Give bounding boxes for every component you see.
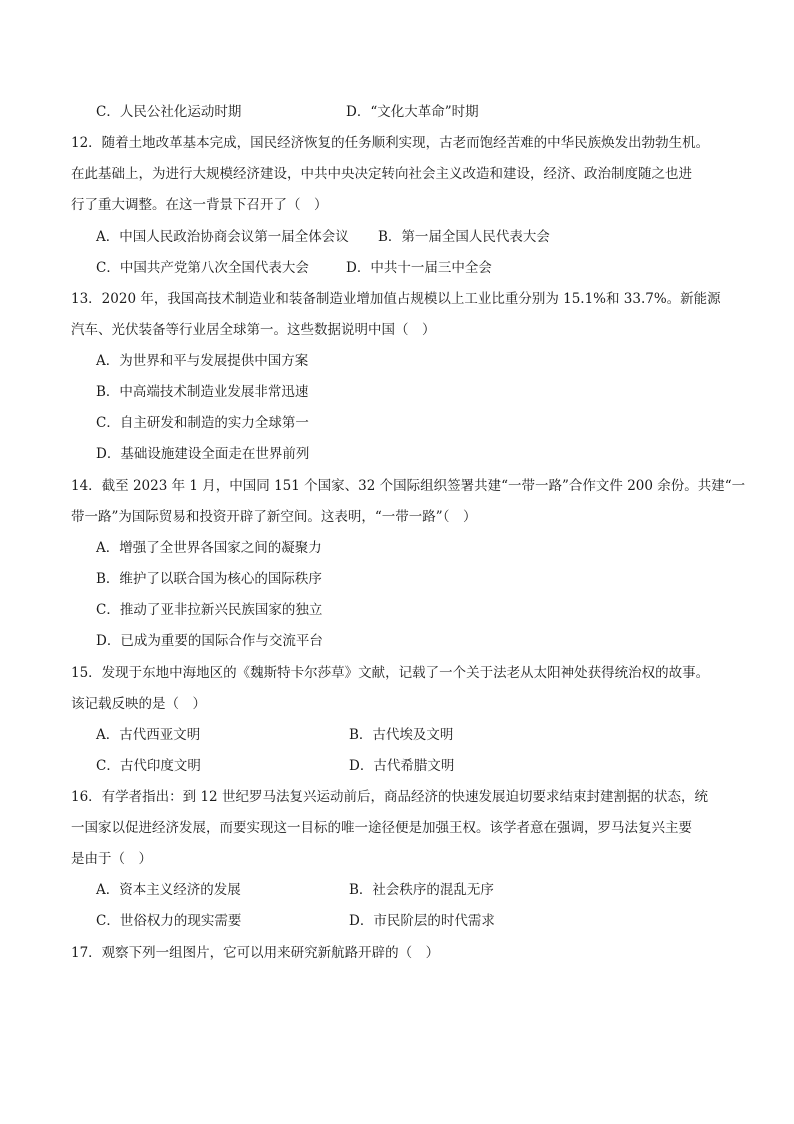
question-15-option-c: C．古代印度文明 <box>96 758 201 774</box>
question-13-option-d: D．基础设施建设全面走在世界前列 <box>96 446 310 462</box>
question-16-line-3: 是由于（ ） <box>71 851 152 867</box>
question-17-line-1: 17．观察下列一组图片，它可以用来研究新航路开辟的（ ） <box>71 945 440 961</box>
question-15-option-d: D．古代希腊文明 <box>349 758 455 774</box>
question-12-option-d: D．中共十一届三中全会 <box>346 260 492 276</box>
question-14-option-d: D．已成为重要的国际合作与交流平台 <box>96 633 323 649</box>
question-14-option-c: C．推动了亚非拉新兴民族国家的独立 <box>96 602 323 618</box>
question-12-option-a: A．中国人民政治协商会议第一届全体会议 <box>96 229 349 245</box>
question-14-line-2: 带一路”为国际贸易和投资开辟了新空间。这表明，“一带一路”（ ） <box>71 509 477 525</box>
option-d: D．“文化大革命”时期 <box>346 104 479 120</box>
question-14-option-b: B．维护了以联合国为核心的国际秩序 <box>96 571 322 587</box>
question-12-line-3: 行了重大调整。在这一背景下召开了（ ） <box>71 197 328 213</box>
question-16-line-2: 一国家以促进经济发展，而要实现这一目标的唯一途径便是加强王权。该学者意在强调，罗马法复兴主要 <box>71 820 692 836</box>
question-14-option-a: A．增强了全世界各国家之间的凝聚力 <box>96 540 322 556</box>
question-15-option-a: A．古代西亚文明 <box>96 727 201 743</box>
question-15-line-1: 15．发现于东地中海地区的《魏斯特卡尔莎草》文献，记载了一个关于法老从太阳神处获得统治权的故事。 <box>71 665 710 681</box>
question-16-line-1: 16．有学者指出：到 12 世纪罗马法复兴运动前后，商品经济的快速发展迫切要求结束封建割据的状态，统 <box>71 789 708 805</box>
question-13-line-2: 汽车、光伏装备等行业居全球第一。这些数据说明中国（ ） <box>71 322 436 338</box>
question-12-option-b: B．第一届全国人民代表大会 <box>378 229 550 245</box>
question-14-line-1: 14．截至 2023 年 1 月，中国同 151 个国家、32 个国际组织签署共建“一带一路”合作文件 200 余份。共建“一 <box>71 478 746 494</box>
question-12-line-1: 12．随着土地改革基本完成，国民经济恢复的任务顺利实现，古老而饱经苦难的中华民族焕发出勃勃生机。 <box>71 135 710 151</box>
question-13-option-b: B．中高端技术制造业发展非常迅速 <box>96 384 309 400</box>
option-c: C．人民公社化运动时期 <box>96 104 242 120</box>
question-13-line-1: 13．2020 年，我国高技术制造业和装备制造业增加值占规模以上工业比重分别为 15.1%和 33.7%。新能源 <box>71 291 721 307</box>
question-16-option-b: B．社会秩序的混乱无序 <box>349 882 494 898</box>
question-13-option-a: A．为世界和平与发展提供中国方案 <box>96 353 309 369</box>
question-15-line-2: 该记载反映的是（ ） <box>71 696 206 712</box>
question-16-option-d: D．市民阶层的时代需求 <box>349 913 495 929</box>
question-15-option-b: B．古代埃及文明 <box>349 727 454 743</box>
question-12-line-2: 在此基础上，为进行大规模经济建设，中共中央决定转向社会主义改造和建设，经济、政治制度随之也进 <box>71 166 692 182</box>
question-16-option-c: C．世俗权力的现实需要 <box>96 913 242 929</box>
question-16-option-a: A．资本主义经济的发展 <box>96 882 241 898</box>
question-12-option-c: C．中国共产党第八次全国代表大会 <box>96 260 309 276</box>
question-13-option-c: C．自主研发和制造的实力全球第一 <box>96 415 309 431</box>
